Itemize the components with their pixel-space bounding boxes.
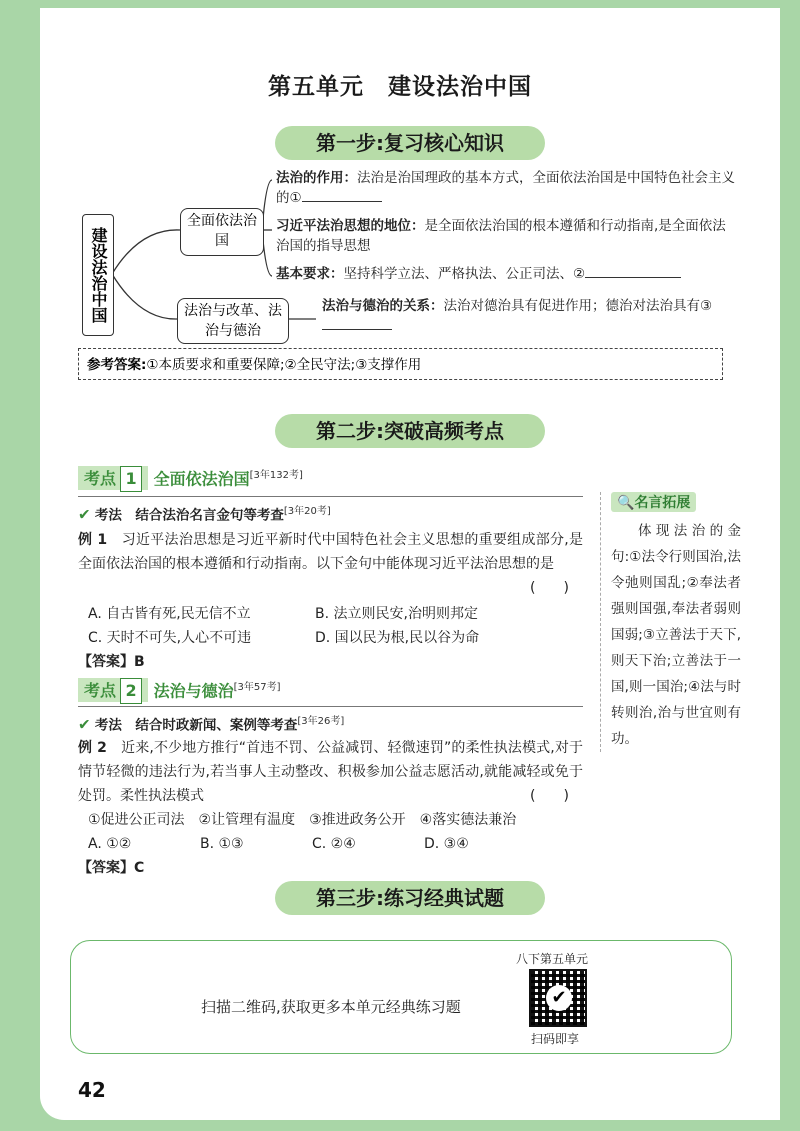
mindmap-item-role: 法治的作用：法治是治国理政的基本方式，全面依法治国是中国特色社会主义的① xyxy=(276,170,735,206)
kd1-option-d: D. 国以民为根,民以谷为命 xyxy=(315,630,480,646)
qr-bottom-label: 扫码即享 xyxy=(531,1032,580,1046)
kd2-answer: 【答案】C xyxy=(78,860,145,876)
search-icon: 🔍 xyxy=(617,495,635,511)
mindmap-root: 建设法治中国 xyxy=(82,214,114,336)
page xyxy=(40,8,780,1120)
kd2-paren: ( ) xyxy=(530,788,569,804)
page-number: 42 xyxy=(78,1078,106,1102)
kd2-header: 考点 2 法治与德治[3年57考] xyxy=(78,678,281,702)
check-icon: ✔ xyxy=(78,715,91,734)
kd1-header: 考点 1 全面依法治国[3年132考] xyxy=(78,466,303,490)
check-icon: ✔ xyxy=(78,505,91,524)
mindmap-node-reform: 法治与改革、法治与德治 xyxy=(177,298,289,344)
qr-code[interactable] xyxy=(529,969,587,1027)
left-strip xyxy=(0,0,40,1131)
kd2-option-b: B. ①③ xyxy=(200,836,244,852)
kd1-option-a: A. 自古皆有死,民无信不立 xyxy=(88,606,251,622)
mindmap-node-law: 全面依法治国 xyxy=(180,208,264,256)
kd1-paren: ( ) xyxy=(530,580,569,596)
mindmap-item-rule-virtue: 法治与德治的关系：法治对德治具有促进作用；德治对法治具有③ xyxy=(322,296,732,336)
kd2-option-c: C. ②④ xyxy=(312,836,356,852)
divider xyxy=(78,706,583,707)
kd2-title: 法治与德治 xyxy=(153,681,234,701)
kd2-question: 例 2 近来,不少地方推行“首违不罚、公益减罚、轻微速罚”的柔性执法模式,对于情节轻微的违法行为,若当事人主动整改、积极参加公益志愿活动,就能减轻或免于处罚。柔性执法模式 xyxy=(78,740,584,804)
sidebar-title: 🔍名言拓展 xyxy=(611,492,696,512)
mindmap-item-requirements: 基本要求：坚持科学立法、严格执法、公正司法、② xyxy=(276,264,736,284)
kd1-question: 例 1 习近平法治思想是习近平新时代中国特色社会主义思想的重要组成部分,是全面依法治国的根本遵循和行动指南。以下金句中能体现习近平法治思想的是 xyxy=(78,532,584,572)
kd2-method: ✔ 考法 结合时政新闻、案例等考查[3年26考] xyxy=(78,715,345,734)
mindmap-item-status: 习近平法治思想的地位：是全面依法治国的根本遵循和行动指南,是全面依法治国的指导思想 xyxy=(276,218,726,254)
page-title: 第五单元 建设法治中国 xyxy=(268,74,532,100)
sidebar-text: 体现法治的金句:①法令行则国治,法令弛则国乱;②奉法者强则国强,奉法者弱则国弱;③立善法于天下,则天下治;立善法于一国,则一国治;④法与时转则治,治与世宜则有功。 xyxy=(611,523,741,747)
step2-header: 第二步:突破高频考点 xyxy=(275,414,545,448)
kd2-tag: 考点 2 xyxy=(78,678,148,702)
kd2-statements: ①促进公正司法 ②让管理有温度 ③推进政务公开 ④落实德法兼治 xyxy=(88,812,517,828)
step1-header: 第一步:复习核心知识 xyxy=(275,126,545,160)
check-icon: ✔ xyxy=(546,985,572,1011)
kd1-tag: 考点 1 xyxy=(78,466,148,490)
qr-box xyxy=(70,940,732,1054)
kd1-option-b: B. 法立则民安,治明则邦定 xyxy=(315,606,478,622)
kd1-option-c: C. 天时不可失,人心不可违 xyxy=(88,630,252,646)
quote-sidebar xyxy=(600,492,741,752)
reference-answer: 参考答案:①本质要求和重要保障;②全民守法;③支撑作用 xyxy=(78,348,723,380)
kd2-option-d: D. ③④ xyxy=(424,836,469,852)
divider xyxy=(78,496,583,497)
kd1-method: ✔ 考法 结合法治名言金句等考查[3年20考] xyxy=(78,505,331,524)
kd1-title: 全面依法治国 xyxy=(153,469,250,489)
qr-prompt: 扫描二维码,获取更多本单元经典练习题 xyxy=(201,998,461,1016)
step3-header: 第三步:练习经典试题 xyxy=(275,881,545,915)
qr-top-label: 八下第五单元 xyxy=(516,952,589,966)
kd2-option-a: A. ①② xyxy=(88,836,132,852)
kd1-answer: 【答案】B xyxy=(78,654,145,670)
